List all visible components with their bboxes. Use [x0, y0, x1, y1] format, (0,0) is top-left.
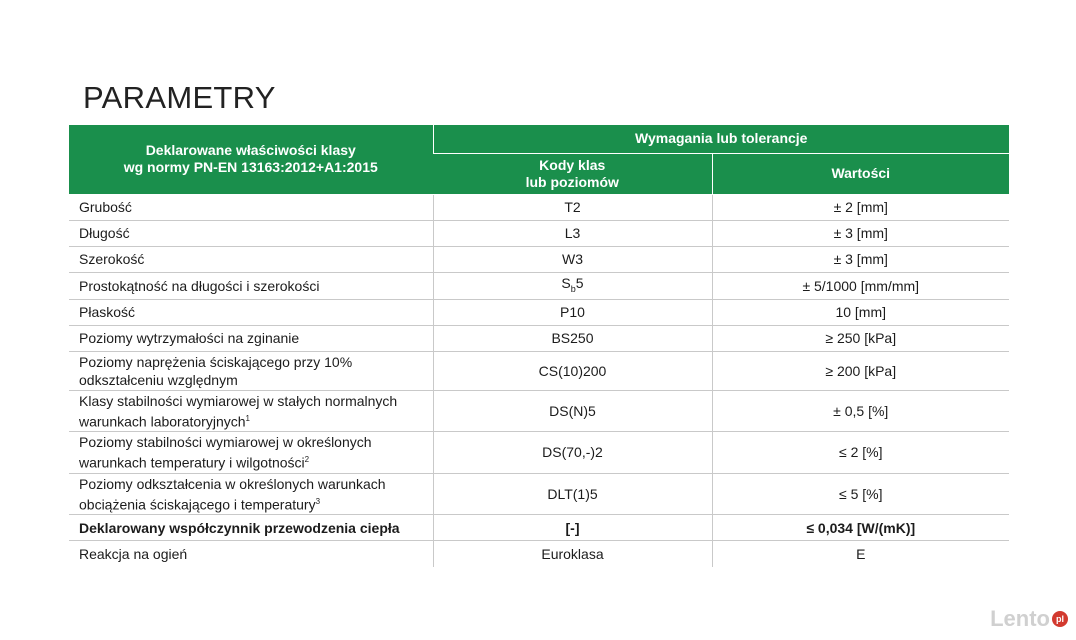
property-line1: Klasy stabilności wymiarowej w stałych normalnych — [79, 392, 398, 409]
property-line2: warunkach temperatury i wilgotności — [79, 454, 305, 471]
code-cell: BS250 — [433, 325, 712, 351]
code-cell: Euroklasa — [433, 541, 712, 567]
property-line2: warunkach laboratoryjnych — [79, 413, 246, 430]
property-cell: Szerokość — [69, 246, 433, 272]
page-title: PARAMETRY — [83, 80, 276, 115]
property-line2-wrap — [79, 410, 423, 431]
property-cell: Prostokątność na długości i szerokości — [69, 272, 433, 299]
value-cell: ± 3 [mm] — [712, 246, 1009, 272]
table-row — [69, 351, 1009, 390]
value-cell: 10 [mm] — [712, 299, 1009, 325]
property-line2: obciążenia ściskającego i temperatury — [79, 496, 316, 513]
code-tail: 5 — [575, 274, 584, 291]
watermark-badge: pl — [1052, 611, 1068, 627]
code-cell: DLT(1)5 — [433, 473, 712, 515]
property-line1: Poziomy naprężenia ściskającego przy 10% — [79, 353, 353, 370]
property-line2-wrap — [79, 451, 423, 472]
value-cell: ≤ 2 [%] — [712, 432, 1009, 474]
property-cell: Długość — [69, 220, 433, 246]
code-cell: DS(70,-)2 — [433, 432, 712, 474]
header-declared-properties — [69, 125, 433, 194]
header-codes — [433, 153, 712, 194]
property-cell — [69, 432, 433, 474]
table-row — [69, 194, 1009, 220]
value-cell: E — [712, 541, 1009, 567]
value-cell: ≤ 5 [%] — [712, 473, 1009, 515]
table-row — [69, 325, 1009, 351]
table-row — [69, 220, 1009, 246]
header-declared-line2: wg normy PN-EN 13163:2012+A1:2015 — [123, 159, 378, 176]
lento-watermark — [990, 606, 1068, 632]
property-cell: Deklarowany współczynnik przewodzenia ciepła — [69, 515, 433, 541]
property-cell: Poziomy wytrzymałości na zginanie — [69, 325, 433, 351]
header-codes-line2: lub poziomów — [525, 173, 619, 190]
code-cell: [-] — [433, 515, 712, 541]
code-cell — [433, 272, 712, 299]
property-line2-wrap — [79, 493, 423, 514]
code-cell: DS(N)5 — [433, 390, 712, 432]
value-cell: ± 0,5 [%] — [712, 390, 1009, 432]
footnote-marker: 2 — [304, 455, 310, 465]
table-row — [69, 473, 1009, 515]
property-cell: Płaskość — [69, 299, 433, 325]
header-requirements: Wymagania lub tolerancje — [433, 125, 1009, 153]
table-row — [69, 390, 1009, 432]
property-cell — [69, 351, 433, 390]
value-cell: ± 2 [mm] — [712, 194, 1009, 220]
code-cell: T2 — [433, 194, 712, 220]
property-cell: Reakcja na ogień — [79, 546, 188, 563]
value-cell: ≤ 0,034 [W/(mK)] — [712, 515, 1009, 541]
code-main: S — [561, 274, 571, 291]
property-cell — [69, 473, 433, 515]
header-declared-line1: Deklarowane właściwości klasy — [145, 142, 356, 159]
value-cell: ± 5/1000 [mm/mm] — [712, 272, 1009, 299]
table-row — [69, 299, 1009, 325]
watermark-text: Lento — [990, 606, 1050, 631]
code-subscript: b — [570, 283, 576, 294]
header-values: Wartości — [712, 153, 1009, 194]
table-row — [69, 515, 1009, 541]
code-cell: W3 — [433, 246, 712, 272]
property-line1: Poziomy odkształcenia w określonych warunkach — [79, 475, 386, 492]
property-cell — [69, 390, 433, 432]
value-cell: ≥ 200 [kPa] — [712, 351, 1009, 390]
code-cell: L3 — [433, 220, 712, 246]
table-row — [69, 246, 1009, 272]
footnote-marker: 3 — [315, 496, 321, 506]
code-cell: CS(10)200 — [433, 351, 712, 390]
footnote-marker: 1 — [245, 413, 250, 423]
table-row — [69, 272, 1009, 299]
value-cell: ± 3 [mm] — [712, 220, 1009, 246]
table-row — [69, 541, 1009, 567]
value-cell: ≥ 250 [kPa] — [712, 325, 1009, 351]
property-line1: Poziomy stabilności wymiarowej w określonych — [79, 434, 372, 451]
table-row — [69, 432, 1009, 474]
property-cell: Grubość — [69, 194, 433, 220]
property-line2: odkształceniu względnym — [79, 371, 238, 388]
code-cell: P10 — [433, 299, 712, 325]
parameters-table — [69, 125, 1009, 567]
header-codes-line1: Kody klas — [539, 156, 606, 173]
